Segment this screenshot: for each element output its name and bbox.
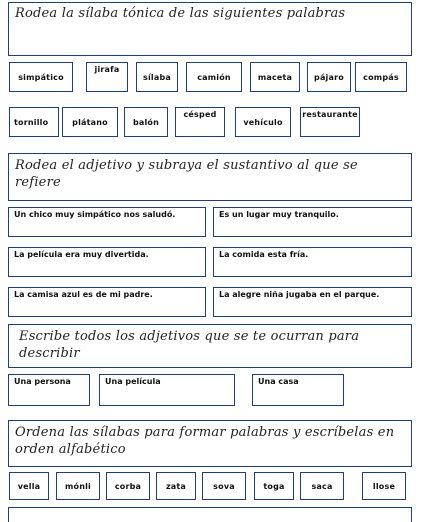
word-box [9,62,73,92]
word-box [136,62,178,92]
word-label: césped [183,110,217,119]
answer-box [8,507,412,522]
section2-heading-box [8,153,412,201]
syllable-box [202,472,246,500]
word-box [235,107,291,137]
word-box [175,107,225,137]
sentence-text: Un chico muy simpático nos saludó. [14,210,176,219]
prompt-text: Una película [105,377,161,386]
syllable-text: llose [372,481,396,491]
prompt-box [252,374,344,406]
word-box [86,62,128,92]
syllable-box [106,472,150,500]
sentence-text: Es un lugar muy tranquilo. [219,210,339,219]
sentence-text: La comida esta fría. [219,250,309,259]
word-label: balón [132,117,160,127]
prompt-text: Una casa [258,377,299,386]
word-label: camión [197,72,231,82]
word-label: plátano [72,117,108,127]
section2-heading: Rodea el adjetivo y subraya el sustantivo al que se refiere [15,158,358,190]
sentence-box [8,287,206,317]
prompt-box [8,374,90,406]
word-label: restaurante [302,110,358,119]
word-box [9,107,59,137]
prompt-box [99,374,235,406]
syllable-text: saca [311,481,333,491]
word-label: simpático [18,72,64,82]
word-box [186,62,242,92]
word-box [62,107,118,137]
sentence-box [8,247,206,277]
syllable-text: mónli [64,481,91,491]
word-box [300,107,360,137]
word-label: pájaro [314,72,344,82]
word-label: maceta [257,72,293,82]
word-label: compás [363,72,399,82]
syllable-text: corba [114,481,142,491]
word-label: vehículo [243,117,283,127]
syllable-box [300,472,344,500]
sentence-box [213,287,412,317]
word-box [124,107,168,137]
syllable-box [362,472,406,500]
word-box [250,62,300,92]
section1-heading-box [8,2,412,56]
sentence-text: La película era muy divertida. [14,250,149,259]
section1-heading: Rodea la sílaba tónica de las siguientes palabras [15,6,346,21]
syllable-box [9,472,49,500]
sentence-box [213,207,412,237]
section4-heading: Ordena las sílabas para formar palabras y escríbelas en orden alfabético [15,425,395,457]
syllable-text: sova [213,481,235,491]
sentence-box [213,247,412,277]
word-box [307,62,351,92]
word-box [355,62,407,92]
sentence-text: La camisa azul es de mi padre. [14,290,153,299]
sentence-text: La alegre niña jugaba en el parque. [219,290,380,299]
section4-heading-box [8,420,412,467]
word-label: tornillo [14,117,49,127]
syllable-text: vella [17,481,41,491]
syllable-box [56,472,100,500]
syllable-box [156,472,196,500]
word-label: sílaba [143,72,171,82]
syllable-text: toga [263,481,285,491]
word-label: jirafa [94,65,120,74]
sentence-box [8,207,206,237]
syllable-text: zata [165,481,187,491]
section3-heading-box [8,324,412,368]
syllable-box [254,472,294,500]
prompt-text: Una persona [14,377,71,386]
section3-heading: Escribe todos los adjetivos que se te ocurran para describir [19,329,360,361]
